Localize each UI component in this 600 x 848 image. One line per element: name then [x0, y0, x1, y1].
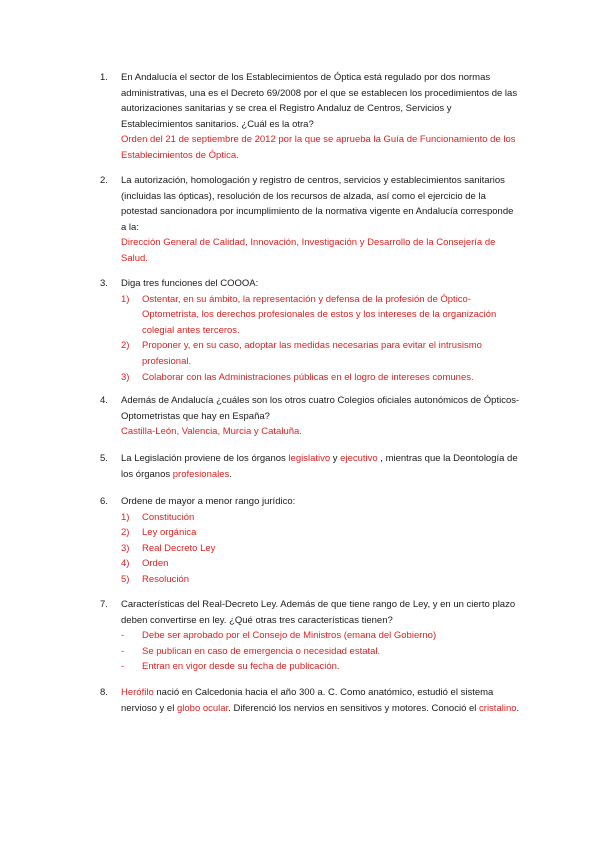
question-number: 5. [100, 453, 108, 464]
question-6 [100, 494, 520, 588]
list-item [121, 338, 520, 369]
text-segment: La Legislación proviene de los órganos [121, 453, 289, 464]
question-4 [100, 393, 520, 440]
question-8 [100, 685, 520, 716]
question-number: 4. [100, 395, 108, 406]
question-number: 2. [100, 175, 108, 186]
list-item [121, 572, 520, 588]
text-segment: y [330, 453, 341, 464]
answer-text: Dirección General de Calidad, Innovación, Investigación y Desarrollo de la Consejería de Salud. [121, 237, 496, 264]
question-text [121, 685, 520, 716]
question-text: Ordene de mayor a menor rango jurídico: [121, 496, 296, 507]
list-item [121, 370, 520, 386]
question-text [121, 451, 520, 482]
list-item-text: Ostentar, en su ámbito, la representación y defensa de la profesión de Óptico-Optometrista, los derechos profesionales de estos y los intereses de la organización colegial antes terceros. [142, 293, 497, 336]
list-item [121, 659, 520, 675]
list-marker: 3) [121, 542, 130, 554]
answer-cristalino: cristalino [479, 702, 517, 714]
answer-profesionales: profesionales [172, 468, 230, 480]
question-1 [100, 70, 520, 164]
list-item [121, 525, 520, 541]
question-2 [100, 173, 520, 267]
question-7 [100, 597, 520, 675]
text-segment: . [516, 702, 520, 714]
list-item [121, 541, 520, 557]
list-item [121, 644, 520, 660]
list-marker: 1) [121, 293, 130, 305]
list-marker: 1) [121, 511, 130, 523]
list-item-text: Debe ser aprobado por el Consejo de Ministros (emana del Gobierno) [142, 630, 437, 642]
answer-ejecutivo: ejecutivo [340, 453, 378, 464]
list-item-text: Proponer y, en su caso, adoptar las medidas necesarias para evitar el intrusismo profesional. [142, 340, 482, 367]
question-text: Características del Real-Decreto Ley. Además de que tiene rango de Ley, y en un cierto plazo deben convertirse en ley. ¿Qué otras tres características tienen? [121, 599, 516, 626]
question-number: 6. [100, 496, 108, 507]
answer-herofilo: Herófilo [121, 687, 154, 698]
list-marker: 3) [121, 371, 130, 383]
question-text: Diga tres funciones del COOOA: [121, 278, 259, 289]
list-marker: - [121, 630, 125, 642]
question-number: 1. [100, 72, 108, 83]
list-item-text: Ley orgánica [142, 527, 197, 539]
question-text: La autorización, homologación y registro de centros, servicios y establecimientos sanitarios (incluidas las ópticas), resolución de los recursos de alzada, así como el ejercicio de la potestad sancionadora por incumplimiento de la normativa vigente en Andalucía corresponde a la: [121, 175, 514, 233]
question-number: 3. [100, 278, 108, 289]
list-marker: 2) [121, 340, 130, 352]
answer-globo-ocular: globo ocular [176, 702, 229, 714]
list-item [121, 510, 520, 526]
list-marker: 5) [121, 573, 130, 585]
question-number: 8. [100, 687, 108, 698]
text-segment: nació en Calcedonia hacia el año 300 a. C. Como anatómico, estudió el sistema nervioso y el [121, 687, 494, 714]
list-item [121, 292, 520, 339]
question-number: 7. [100, 599, 108, 610]
question-5 [100, 451, 520, 482]
list-item-text: Orden [142, 558, 169, 570]
text-segment: , mientras que la Deontología de los órganos [121, 453, 518, 480]
list-item [121, 628, 520, 644]
list-item-text: Colaborar con las Administraciones públicas en el logro de intereses comunes. [142, 371, 474, 383]
answer-legislativo: legislativo [288, 453, 331, 464]
list-item-text: Resolución [142, 573, 189, 585]
list-item-text: Entran en vigor desde su fecha de publicación. [142, 661, 340, 673]
question-3 [100, 276, 520, 385]
list-marker: 4) [121, 558, 130, 570]
list-marker: - [121, 661, 125, 673]
list-marker: 2) [121, 527, 130, 539]
list-item-text: Constitución [142, 511, 195, 523]
question-text: En Andalucía el sector de los Establecimientos de Óptica está regulado por dos normas administrativas, una es el Decreto 69/2008 por el que se establecen los procedimientos de las autorizaciones sanitarias y se crea el Registro Andaluz de Centros, Servicios y Establecimientos sanitarios. ¿Cuál es la otra? [121, 72, 518, 130]
list-item [121, 556, 520, 572]
answer-text: Orden del 21 de septiembre de 2012 por la que se aprueba la Guía de Funcionamiento de los Establecimientos de Óptica. [121, 134, 516, 161]
text-segment: . Diferenció los nervios en sensitivos y motores. Conoció el [228, 702, 480, 714]
list-marker: - [121, 645, 125, 657]
list-item-text: Real Decreto Ley [142, 542, 216, 554]
answer-text: Castilla-León, Valencia, Murcia y Cataluña. [121, 426, 302, 438]
text-segment: . [229, 468, 232, 480]
question-text: Además de Andalucía ¿cuáles son los otros cuatro Colegios oficiales autonómicos de Ópticos-Optometristas que hay en España? [121, 395, 520, 422]
list-item-text: Se publican en caso de emergencia o necesidad estatal. [142, 645, 381, 657]
